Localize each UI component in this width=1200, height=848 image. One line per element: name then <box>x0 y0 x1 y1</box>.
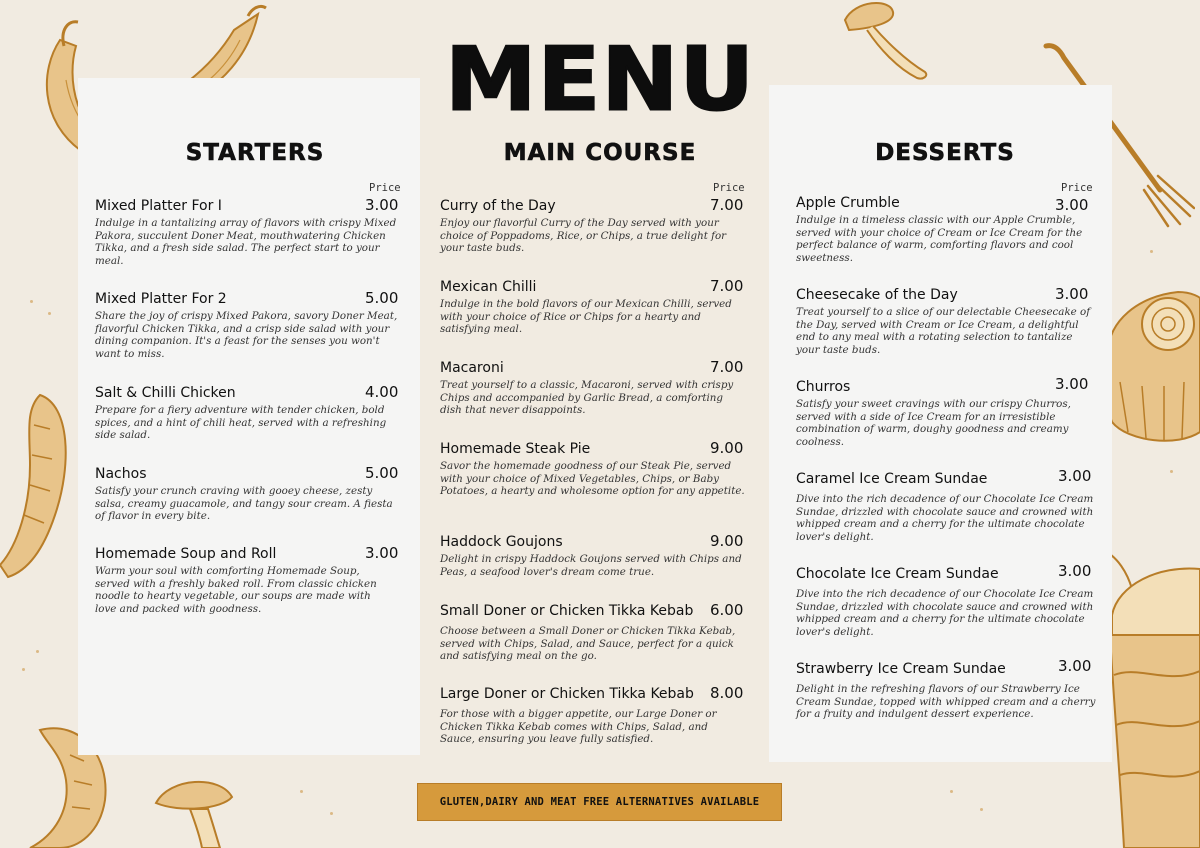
item-description: Dive into the rich decadence of our Chocolate Ice Cream Sundae, drizzled with chocolate sauce and crowned with whipped cream and a cherry for the ultimate chocolate lover's delight. <box>796 588 1094 638</box>
item-name: Strawberry Ice Cream Sundae <box>796 661 1006 677</box>
item-name: Homemade Soup and Roll <box>95 546 277 562</box>
desserts-heading: DESSERTS <box>875 140 1015 166</box>
item-name: Chocolate Ice Cream Sundae <box>796 566 999 582</box>
item-description: Indulge in a tantalizing array of flavors with crispy Mixed Pakora, succulent Doner Meat, mouthwatering Chicken Tikka, and a fresh side salad. The perfect start to your meal. <box>95 217 397 267</box>
dietary-alternatives-note: GLUTEN,DAIRY AND MEAT FREE ALTERNATIVES AVAILABLE <box>439 796 760 808</box>
price-column-label: Price <box>369 182 401 194</box>
item-description: Satisfy your crunch craving with gooey cheese, zesty salsa, creamy guacamole, and tangy sour cream. A fiesta of flavor in every bite. <box>95 485 393 523</box>
item-name: Caramel Ice Cream Sundae <box>796 471 988 487</box>
item-name: Homemade Steak Pie <box>440 441 591 457</box>
item-price: 7.00 <box>710 358 744 376</box>
item-description: Choose between a Small Doner or Chicken Tikka Kebab, served with Chips, Salad, and Sauce, perfect for a quick and satisfying meal on the go. <box>440 625 736 663</box>
item-price: 7.00 <box>710 196 744 214</box>
item-price: 3.00 <box>1055 196 1089 214</box>
item-description: Indulge in a timeless classic with our Apple Crumble, served with your choice of Cream or Ice Cream for the perfect balance of warm, comforting flavors and cool sweetness. <box>796 214 1083 264</box>
price-column-label: Price <box>1061 182 1093 194</box>
item-description: Satisfy your sweet cravings with our crispy Churros, served with a side of Ice Cream for an irresistible combination of warm, doughy goodness and creamy coolness. <box>796 398 1071 448</box>
item-description: Dive into the rich decadence of our Chocolate Ice Cream Sundae, drizzled with chocolate sauce and crowned with whipped cream and a cherry for the ultimate chocolate lover's delight. <box>796 493 1094 543</box>
item-name: Mixed Platter For 2 <box>95 291 227 307</box>
item-description: Enjoy our flavorful Curry of the Day served with your choice of Poppadoms, Rice, or Chips, a true delight for your taste buds. <box>440 217 727 255</box>
item-price: 5.00 <box>365 464 399 482</box>
item-description: For those with a bigger appetite, our Large Doner or Chicken Tikka Kebab comes with Chips, Salad, and Sauce, ensuring you leave fully satisfied. <box>440 708 717 746</box>
item-name: Small Doner or Chicken Tikka Kebab <box>440 603 694 619</box>
item-name: Nachos <box>95 466 147 482</box>
item-price: 6.00 <box>710 601 744 619</box>
item-price: 3.00 <box>1058 657 1092 675</box>
item-price: 8.00 <box>710 684 744 702</box>
item-description: Treat yourself to a slice of our delectable Cheesecake of the Day, served with Cream or Ice Cream, a delightful end to any meal with a rotating selection to tantalize your taste buds. <box>796 306 1091 356</box>
item-description: Delight in the refreshing flavors of our Strawberry Ice Cream Sundae, topped with whipped cream and a cherry for a fruity and indulgent dessert experience. <box>796 683 1096 721</box>
item-price: 4.00 <box>365 383 399 401</box>
item-price: 3.00 <box>365 196 399 214</box>
item-description: Prepare for a fiery adventure with tender chicken, bold spices, and a hint of chili heat, served with a refreshing side salad. <box>95 404 387 442</box>
menu-title: MENU <box>444 28 756 131</box>
price-column-label: Price <box>713 182 745 194</box>
item-description: Delight in crispy Haddock Goujons served with Chips and Peas, a seafood lover's dream come true. <box>440 553 742 578</box>
mushroom-icon <box>150 775 260 848</box>
dietary-alternatives-banner <box>417 783 782 821</box>
item-name: Curry of the Day <box>440 198 556 214</box>
item-price: 9.00 <box>710 439 744 457</box>
main-course-heading: MAIN COURSE <box>503 140 697 166</box>
item-name: Cheesecake of the Day <box>796 287 958 303</box>
item-description: Savor the homemade goodness of our Steak Pie, served with your choice of Mixed Vegetables, Chips, or Baby Potatoes, a hearty and wholesome option for any appetite. <box>440 460 745 498</box>
sausage-icon <box>0 385 75 585</box>
sundae-glass-icon <box>1098 545 1200 848</box>
item-price: 5.00 <box>365 289 399 307</box>
item-name: Macaroni <box>440 360 504 376</box>
item-price: 9.00 <box>710 532 744 550</box>
cinnamon-roll-icon <box>1098 282 1200 447</box>
item-name: Large Doner or Chicken Tikka Kebab <box>440 686 694 702</box>
item-price: 7.00 <box>710 277 744 295</box>
item-price: 3.00 <box>1055 375 1089 393</box>
item-name: Mexican Chilli <box>440 279 537 295</box>
item-price: 3.00 <box>1058 467 1092 485</box>
item-description: Treat yourself to a classic, Macaroni, served with crispy Chips and accompanied by Garlic Bread, a comforting dish that never disappoints. <box>440 379 734 417</box>
item-name: Churros <box>796 379 851 395</box>
item-description: Share the joy of crispy Mixed Pakora, savory Doner Meat, flavorful Chicken Tikka, and a crisp side salad with your dining companion. It's a feast for the senses you won't want to miss. <box>95 310 398 360</box>
item-price: 3.00 <box>1058 562 1092 580</box>
item-name: Haddock Goujons <box>440 534 563 550</box>
item-name: Mixed Platter For I <box>95 198 222 214</box>
item-description: Indulge in the bold flavors of our Mexican Chilli, served with your choice of Rice or Chips for a hearty and satisfying meal. <box>440 298 732 336</box>
item-name: Apple Crumble <box>796 195 900 211</box>
mushroom-icon <box>835 0 935 82</box>
starters-heading: STARTERS <box>185 140 325 166</box>
item-description: Warm your soul with comforting Homemade Soup, served with a freshly baked roll. From classic chicken noodle to hearty vegetable, our soups are made with love and packed with goodness. <box>95 565 377 615</box>
item-name: Salt & Chilli Chicken <box>95 385 236 401</box>
item-price: 3.00 <box>1055 285 1089 303</box>
item-price: 3.00 <box>365 544 399 562</box>
